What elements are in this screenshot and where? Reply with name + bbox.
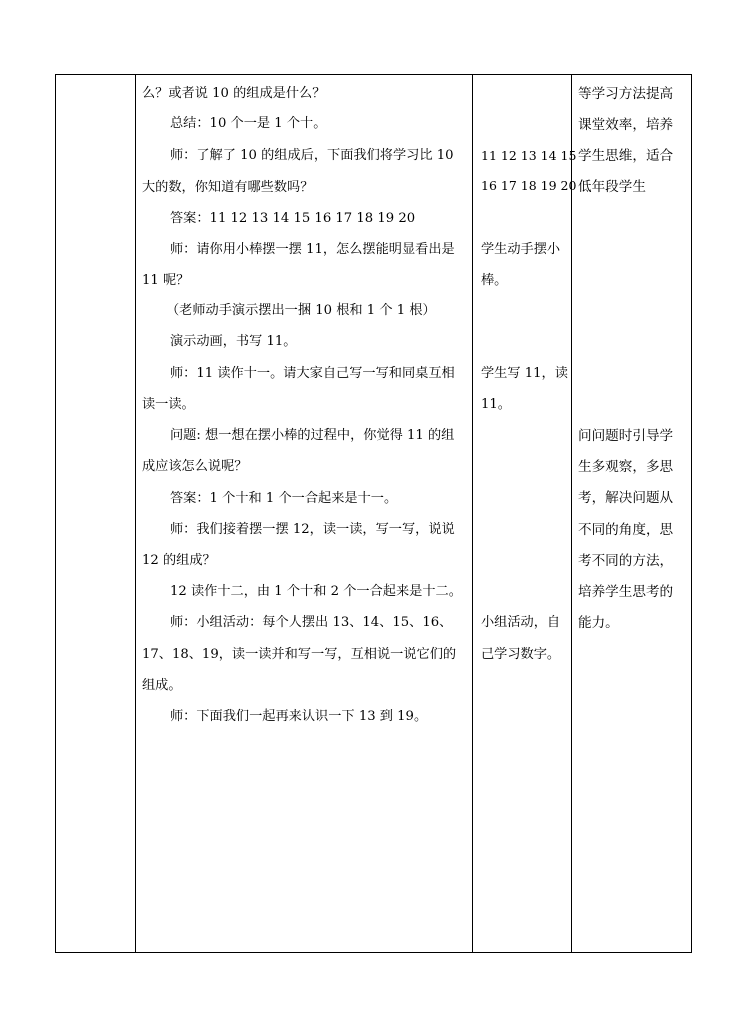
- student-line: 己学习数字。: [481, 647, 561, 662]
- activity-line: 17、18、19，读一读并和写一写，互相说一说它们的: [142, 647, 457, 662]
- intent-line: 等学习方法提高: [578, 86, 674, 102]
- activity-line: 么？或者说 10 的组成是什么？: [142, 86, 326, 101]
- activity-line: 问题: 想一想在摆小棒的过程中，你觉得 11 的组: [170, 428, 455, 443]
- intent-line: 考，解决问题从: [578, 490, 674, 506]
- activity-line: 演示动画，书写 11。: [170, 334, 297, 349]
- student-line: 小组活动，自: [481, 615, 561, 630]
- activity-line: 11 呢？: [142, 273, 190, 288]
- activity-line: 答案：11 12 13 14 15 16 17 18 19 20: [170, 211, 416, 226]
- student-line: 11 12 13 14 15: [481, 148, 577, 163]
- activity-line: 组成。: [142, 678, 182, 693]
- activity-line: 师：了解了 10 的组成后，下面我们将学习比 10: [170, 148, 454, 163]
- student-line: 11。: [481, 397, 511, 412]
- activity-line: 师：我们接着摆一摆 12，读一读，写一写，说说: [170, 522, 455, 537]
- activity-line: 总结：10 个一是 1 个十。: [170, 116, 327, 131]
- intent-line: 课堂效率，培养: [578, 117, 674, 133]
- activity-line: 答案：1 个十和 1 个一合起来是十一。: [170, 491, 398, 506]
- activity-line: 师：请你用小棒摆一摆 11，怎么摆能明显看出是: [170, 242, 455, 257]
- activity-line: 师：下面我们一起再来认识一下 13 到 19。: [170, 709, 428, 724]
- student-activities-cell: [473, 75, 577, 953]
- intent-line: 生多观察，多思: [578, 459, 674, 475]
- activity-line: 师：小组活动：每个人摆出 13、14、15、16、: [170, 615, 453, 630]
- student-line: 16 17 18 19 20: [481, 178, 577, 193]
- lesson-plan-table: [55, 74, 692, 953]
- student-line: 学生动手摆小: [481, 242, 561, 257]
- activity-line: 12 读作十二，由 1 个十和 2 个一合起来是十二。: [170, 584, 462, 599]
- intent-line: 能力。: [578, 615, 619, 631]
- student-line: 学生写 11，读: [481, 366, 568, 381]
- student-line: 棒。: [481, 273, 508, 288]
- intent-line: 问问题时引导学: [578, 428, 674, 444]
- design-intent-cell: [572, 75, 692, 953]
- table-row: [56, 75, 692, 953]
- teaching-activities-cell: [136, 75, 473, 953]
- intent-line: 不同的角度，思: [578, 522, 674, 538]
- intent-line: 学生思维，适合: [578, 148, 674, 164]
- activity-line: （老师动手演示摆出一捆 10 根和 1 个 1 根）: [166, 303, 436, 318]
- activity-line: 成应该怎么说呢？: [142, 459, 248, 474]
- activity-line: 师：11 读作十一。请大家自己写一写和同桌互相: [170, 366, 455, 381]
- intent-line: 低年段学生: [578, 179, 646, 195]
- intent-line: 培养学生思考的: [578, 584, 674, 600]
- stage-cell: [56, 75, 136, 953]
- activity-line: 大的数，你知道有哪些数吗？: [142, 180, 314, 195]
- activity-line: 12 的组成？: [142, 553, 216, 568]
- intent-line: 考不同的方法，: [578, 553, 674, 569]
- activity-line: 读一读。: [142, 397, 195, 412]
